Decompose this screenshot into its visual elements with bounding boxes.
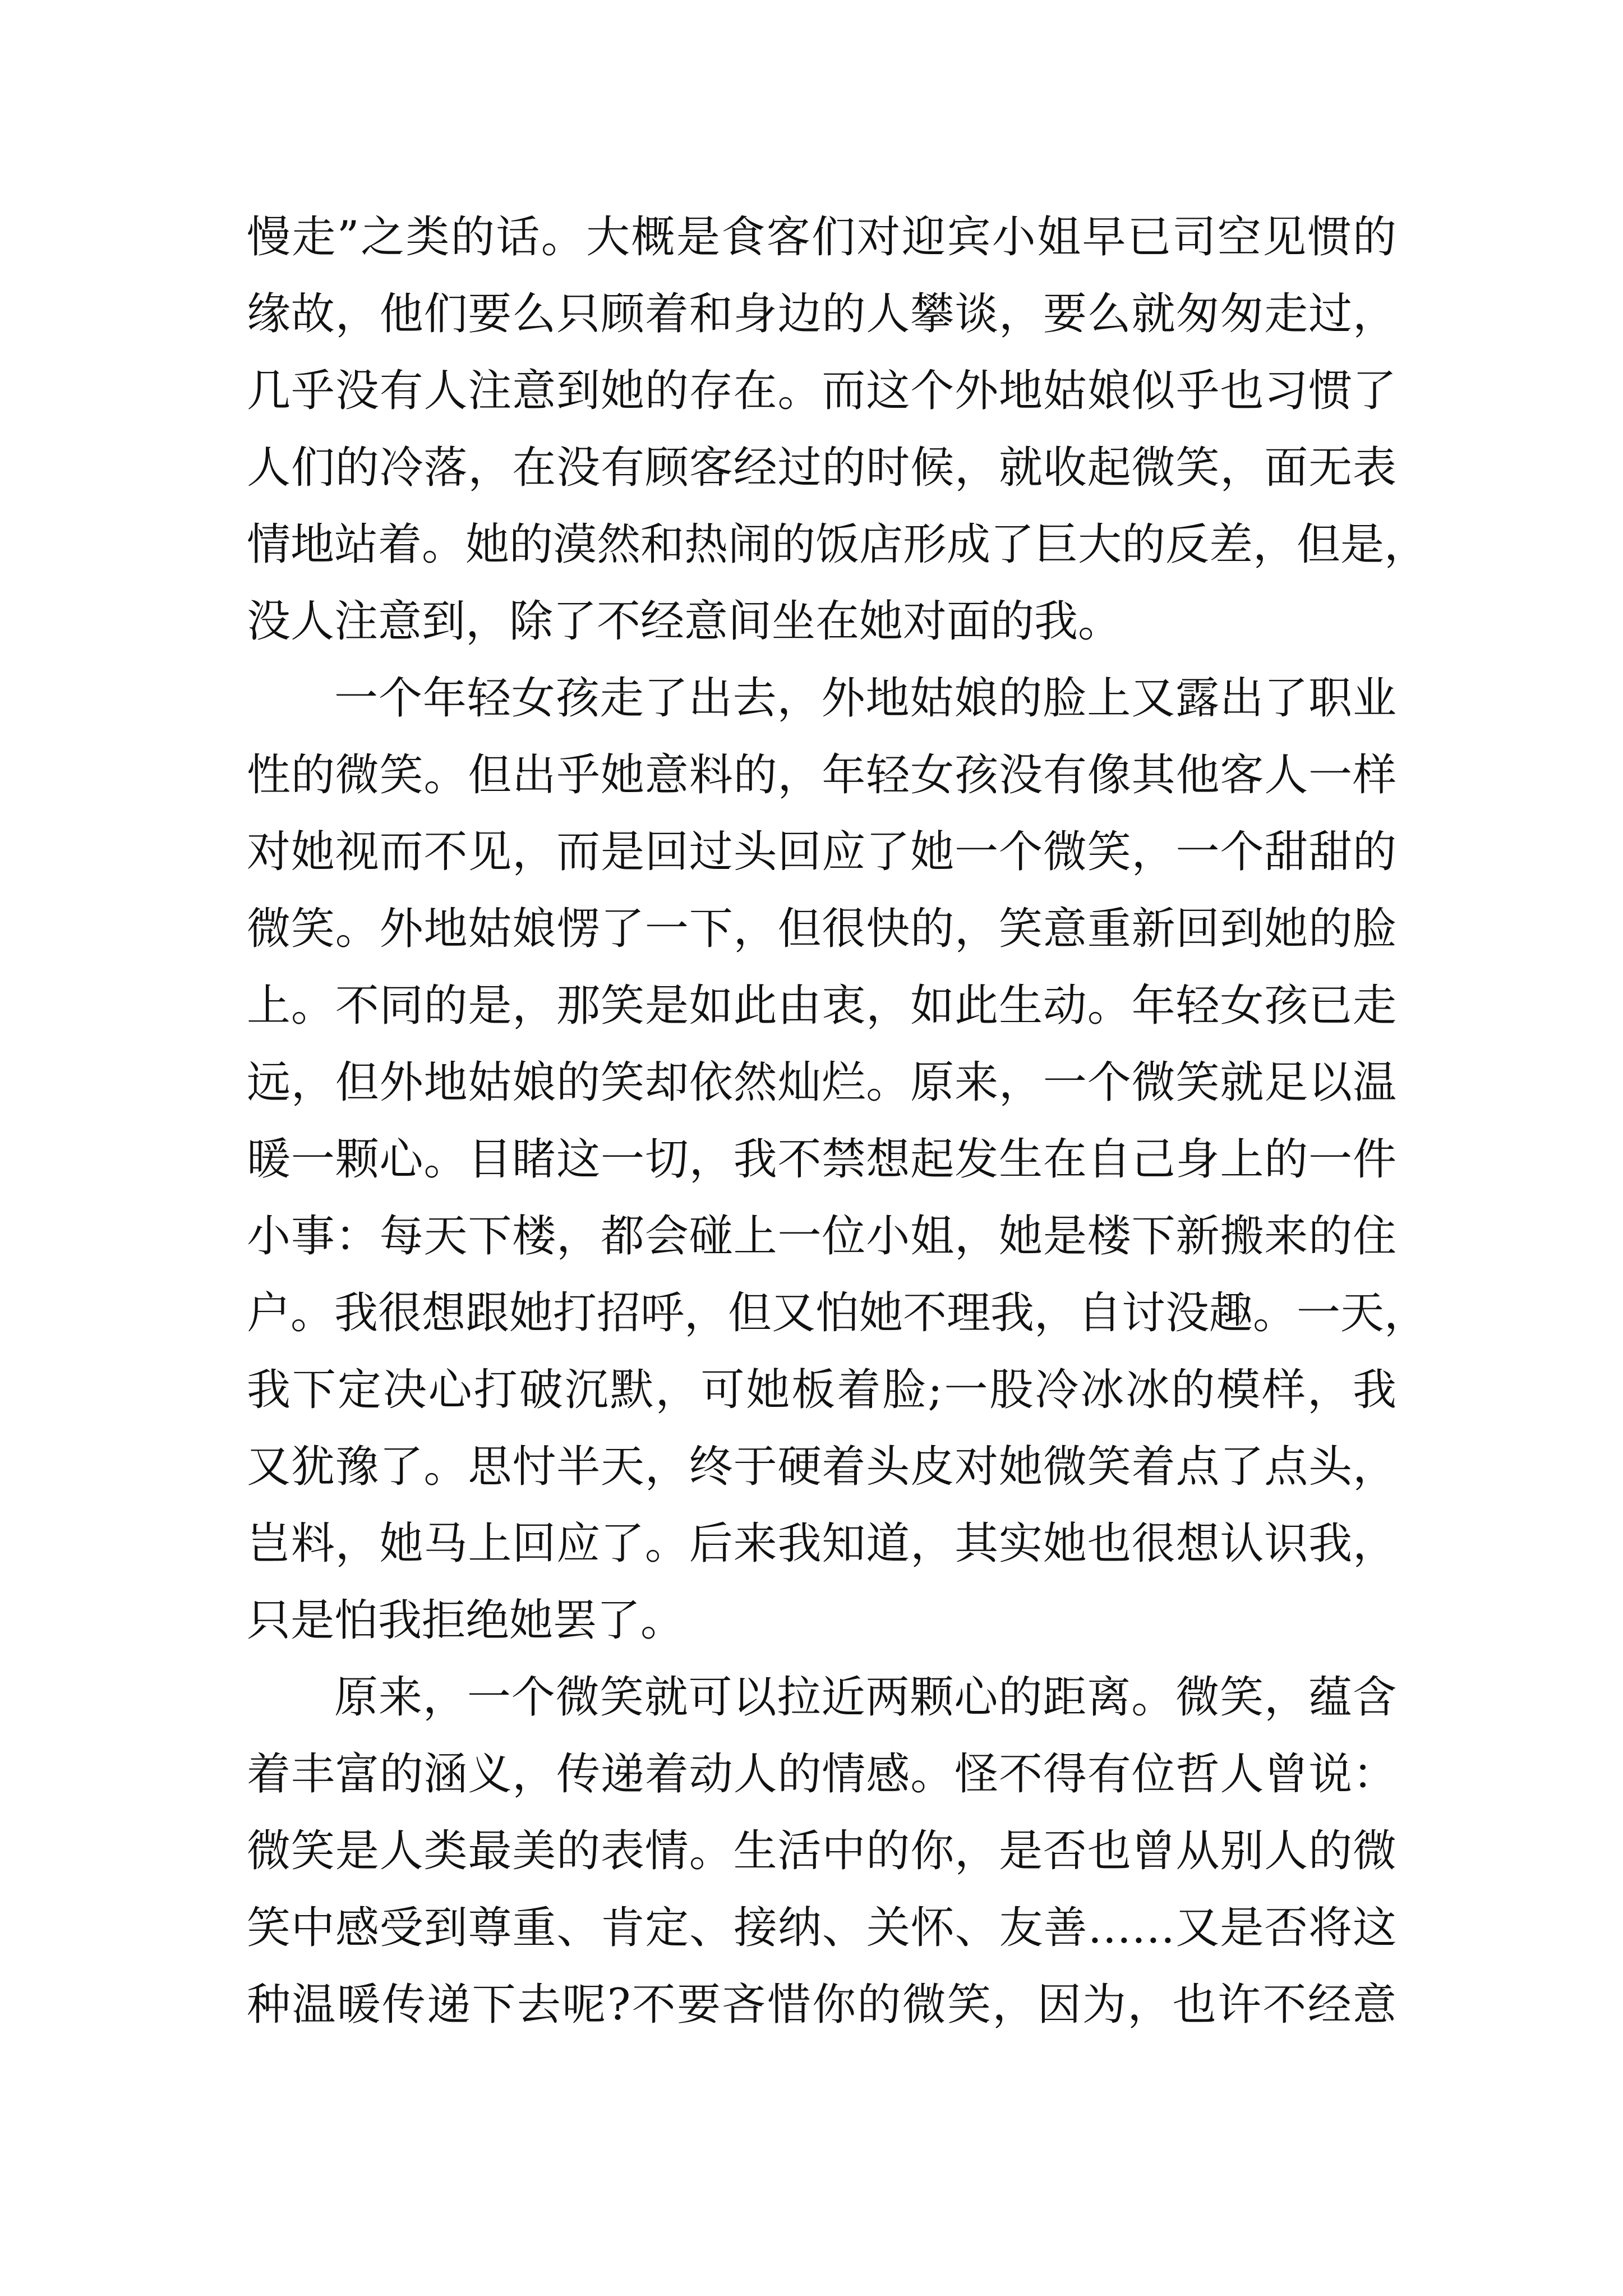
text-line: 户。我很想跟她打招呼，但又怕她不理我，自讨没趣。一天， [247, 1288, 1428, 1338]
text-line: 又犹豫了。思忖半天，终于硬着头皮对她微笑着点了点头， [247, 1442, 1396, 1492]
text-line: 人们的冷落，在没有顾客经过的时候，就收起微笑，面无表 [247, 443, 1396, 493]
text-line: 缘故，他们要么只顾着和身边的人攀谈，要么就匆匆走过， [247, 289, 1396, 339]
text-line: 原来，一个微笑就可以拉近两颗心的距离。微笑，蕴含 [334, 1672, 1396, 1723]
body-text [247, 199, 1428, 2044]
text-line: 种温暖传递下去呢?不要吝惜你的微笑，因为，也许不经意 [247, 1980, 1396, 2030]
text-line: 性的微笑。但出乎她意料的，年轻女孩没有像其他客人一样 [247, 750, 1396, 800]
text-line: 几乎没有人注意到她的存在。而这个外地姑娘似乎也习惯了 [247, 366, 1396, 416]
text-line: 只是怕我拒绝她罢了。 [247, 1595, 685, 1646]
paragraph-3 [247, 1659, 1396, 2044]
text-line: 小事：每天下楼，都会碰上一位小姐，她是楼下新搬来的住 [247, 1211, 1396, 1262]
text-line: 对她视而不见，而是回过头回应了她一个微笑，一个甜甜的 [247, 827, 1396, 877]
text-line: 岂料，她马上回应了。后来我知道，其实她也很想认识我， [247, 1519, 1396, 1569]
text-line: 没人注意到，除了不经意间坐在她对面的我。 [247, 596, 1122, 647]
text-line: 一个年轻女孩走了出去，外地姑娘的脸上又露出了职业 [334, 673, 1396, 724]
text-line: 慢走”之类的话。大概是食客们对迎宾小姐早已司空见惯的 [247, 212, 1396, 263]
text-line: 暖一颗心。目睹这一切，我不禁想起发生在自己身上的一件 [247, 1134, 1396, 1185]
text-line: 微笑。外地姑娘愣了一下，但很快的，笑意重新回到她的脸 [247, 904, 1396, 954]
paragraph-2 [247, 660, 1428, 1659]
text-line: 情地站着。她的漠然和热闹的饭店形成了巨大的反差，但是， [247, 519, 1428, 570]
paragraph-1 [247, 199, 1428, 660]
text-line: 笑中感受到尊重、肯定、接纳、关怀、友善……又是否将这 [247, 1903, 1396, 1953]
text-line: 上。不同的是，那笑是如此由衷，如此生动。年轻女孩已走 [247, 981, 1396, 1031]
text-line: 我下定决心打破沉默，可她板着脸;一股冷冰冰的模样，我 [247, 1365, 1396, 1415]
text-line: 微笑是人类最美的表情。生活中的你，是否也曾从别人的微 [247, 1826, 1396, 1876]
text-line: 着丰富的涵义，传递着动人的情感。怪不得有位哲人曾说： [247, 1749, 1396, 1800]
text-line: 远，但外地姑娘的笑却依然灿烂。原来，一个微笑就足以温 [247, 1057, 1396, 1108]
